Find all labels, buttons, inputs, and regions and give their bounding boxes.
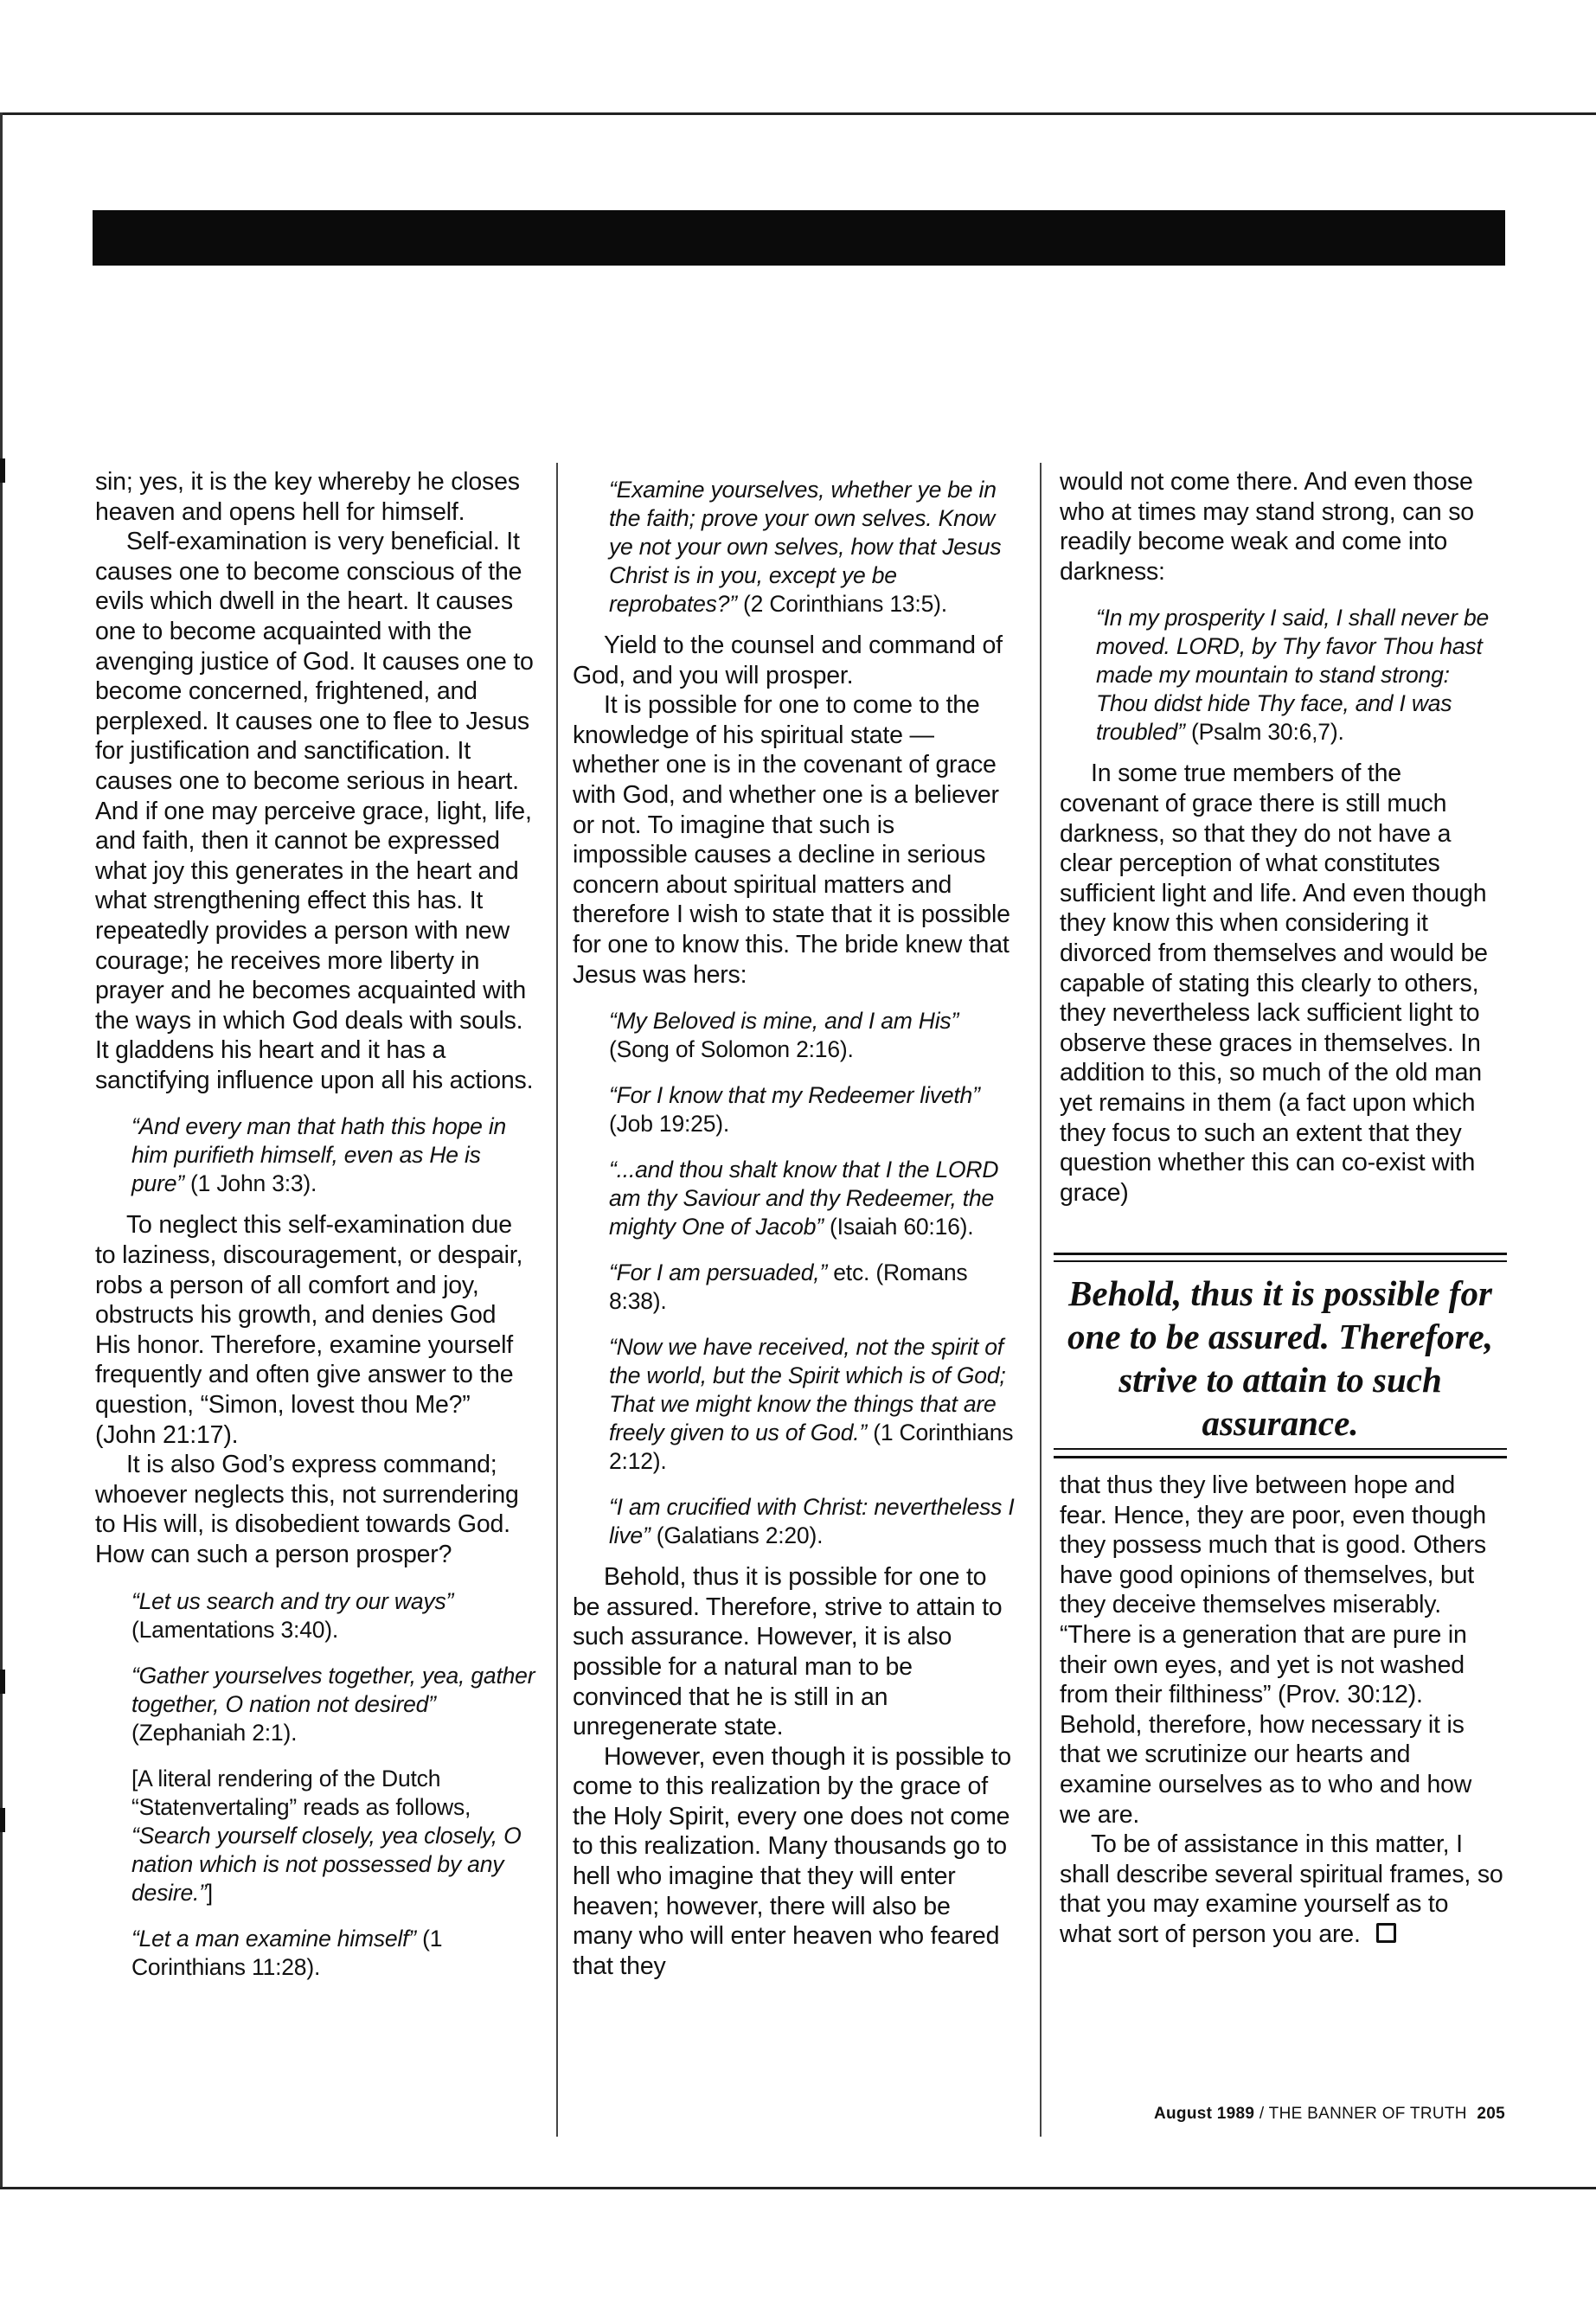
pull-quote-rule	[1054, 1253, 1507, 1255]
scripture-quote	[131, 1112, 536, 1198]
scripture-quote	[609, 1081, 1016, 1138]
quote-text: “For I know that my Redeemer liveth”	[609, 1082, 980, 1109]
scan-margin	[0, 0, 1596, 114]
column-divider	[1040, 463, 1042, 2137]
edge-mark	[0, 1808, 5, 1832]
scripture-quote	[131, 1925, 536, 1982]
quote-text: “Let us search and try our ways”	[131, 1587, 454, 1614]
page-edge-top	[0, 112, 1596, 115]
scripture-quote	[609, 476, 1016, 619]
paragraph: that thus they live between hope and fear. Hence, they are poor, even though they possess much that is good. Others have good opinions of themselves, but they deceive themselves miserably. “There is a generation that are pure in their own eyes, and yet is not washed from their filthiness” (Prov. 30:12). Behold, therefore, how necessary it is that we scrutinize our hearts and examine ourselves as to who and how we are.	[1060, 1471, 1486, 1829]
quote-text: “And every man that hath this hope in him purifieth himself, even as He is pure”	[131, 1113, 507, 1197]
pull-quote-rule	[1054, 1456, 1507, 1458]
scripture-quote	[1096, 604, 1505, 747]
quote-text: “Examine yourselves, whether ye be in the faith; prove your own selves. Know ye not your own selves, how that Jesus Christ is in you, except ye be reprobates?”	[609, 477, 1002, 617]
paragraph: would not come there. And even those who at times may stand strong, can so readily become weak and come into darkness:	[1060, 468, 1474, 586]
paragraph: Behold, thus it is possible for one to be assured. Therefore, strive to attain to such assurance. However, it is also possible for a natural man to be convinced that he is still in an unregenerate state.	[573, 1563, 1003, 1741]
quote-text: “Let a man examine himself”	[131, 1925, 416, 1952]
pull-quote-text: Behold, thus it is possible for one to be assured. Therefore, strive to attain to such assurance.	[1067, 1273, 1493, 1443]
paragraph: sin; yes, it is the key whereby he closes heaven and opens hell for himself.	[95, 468, 520, 526]
scripture-quote	[609, 1156, 1016, 1241]
end-of-article-icon	[1376, 1923, 1396, 1943]
quote-reference: (Psalm 30:6,7).	[1184, 719, 1344, 746]
paragraph: Self-examination is very beneficial. It causes one to become conscious of the evils which dwell in the heart. It causes one to become acquainted with the avenging justice of God. It causes one to become concerned, frightened, and perplexed. It causes one to flee to Jesus for justification and sanctification. It causes one to become serious in heart. And if one may perceive grace, light, life, and faith, then it cannot be expressed what joy this generates in the heart and what strengthening effect this has. It repeatedly provides a person with new courage; he receives more liberty in prayer and he becomes acquainted with the ways in which God deals with souls. It gladdens his heart and it has a sanctifying influence upon all his actions.	[95, 528, 534, 1094]
quote-reference: (Song of Solomon 2:16).	[609, 1036, 854, 1063]
quote-reference: etc. (Romans 8:38).	[609, 1259, 968, 1315]
paragraph: However, even though it is possible to come to this realization by the grace of the Holy Spirit, every one does not come to this realization. Many thousands go to hell who imagine that they will enter heaven; however, there will also be many who will enter heaven who feared that they	[573, 1742, 1011, 1980]
paragraph-text: To be of assistance in this matter, I shall describe several spiritual frames, so that you may examine yourself as to what sort of person you are.	[1060, 1830, 1503, 1948]
quote-reference: (Galatians 2:20).	[650, 1522, 824, 1549]
quote-text: “My Beloved is mine, and I am His”	[609, 1008, 959, 1035]
quote-reference: (Zephaniah 2:1).	[131, 1719, 298, 1746]
pull-quote-rule	[1054, 1260, 1507, 1262]
quote-reference: (1 John 3:3).	[183, 1170, 317, 1197]
paragraph: To neglect this self-examination due to laziness, discouragement, or despair, robs a person of all comfort and joy, obstructs his growth, and denies God His honor. Therefore, examine yourself frequently and often give answer to the question, “Simon, lovest thou Me?” (John 21:17).	[95, 1211, 523, 1449]
pull-quote-rule	[1054, 1448, 1507, 1450]
quote-text: “For I am persuaded,”	[609, 1259, 828, 1286]
quote-reference: (Isaiah 60:16).	[823, 1214, 974, 1240]
header-bar	[93, 210, 1505, 266]
scripture-quote	[131, 1587, 536, 1644]
scripture-quote	[609, 1259, 1016, 1316]
translation-note	[131, 1765, 536, 1907]
publication-name: / THE BANNER OF TRUTH	[1254, 2105, 1472, 2123]
quote-reference: (Lamentations 3:40).	[131, 1616, 339, 1643]
quote-reference: (1 Corinthians 11:28).	[131, 1925, 443, 1980]
quote-reference: (2 Corinthians 13:5).	[736, 591, 947, 617]
quote-reference: (Job 19:25).	[609, 1111, 730, 1138]
paragraph: Yield to the counsel and command of God, and you will prosper.	[573, 631, 1003, 689]
quote-text: “Now we have received, not the spirit of the world, but the Spirit which is of God; That we might know the things that are freely given to us of God.”	[609, 1334, 1006, 1446]
quote-text: “In my prosperity I said, I shall never be moved. LORD, by Thy favor Thou hast made my mountain to stand strong: Thou didst hide Thy face, and I was troubled”	[1096, 605, 1490, 746]
note-text: “Search yourself closely, yea closely, O nation which is not possessed by any desire.”	[131, 1822, 522, 1906]
quote-text: “...and thou shalt know that I the LORD am thy Saviour and thy Redeemer, the mighty One of Jacob”	[609, 1157, 999, 1240]
column-3	[1060, 467, 1505, 1208]
paragraph: It is possible for one to come to the knowledge of his spiritual state — whether one is in the covenant of grace with God, and whether one is a believer or not. To imagine that such is impossible causes a decline in serious concern about spiritual matters and therefore I wish to state that it is possible for one to know this. The bride knew that Jesus was hers:	[573, 691, 1010, 989]
quote-text: “Gather yourselves together, yea, gather together, O nation not desired”	[131, 1662, 535, 1717]
paragraph: It is also God’s express command; whoever neglects this, not surrendering to His will, is disobedient towards God. How can such a person prosper?	[95, 1451, 519, 1568]
quote-reference: (1 Corinthians 2:12).	[609, 1420, 1014, 1475]
column-2	[573, 467, 1016, 1981]
edge-mark	[0, 1670, 5, 1694]
paragraph: In some true members of the covenant of grace there is still much darkness, so that they do not have a clear perception of what constitutes sufficient light and life. And even though they know this when considering it divorced from themselves and would be capable of stating this clearly to others, they nevertheless lack sufficient light to observe these graces in themselves. In addition to this, so much of the old man yet remains in them (a fact upon which they focus to such an extent that they question whether this can co-exist with grace)	[1060, 760, 1488, 1207]
page-footer	[1151, 2105, 1505, 2124]
scripture-quote	[609, 1007, 1016, 1064]
scripture-quote	[131, 1662, 536, 1747]
edge-mark	[0, 458, 5, 483]
page-edge-left	[0, 112, 3, 2189]
column-divider	[556, 463, 558, 2137]
issue-date: August 1989	[1154, 2105, 1255, 2123]
note-tail: ]	[206, 1879, 213, 1906]
column-1	[95, 467, 536, 1994]
pull-quote	[1054, 1253, 1507, 1460]
page-edge-bottom	[0, 2187, 1596, 2189]
quote-text: “I am crucified with Christ: nevertheless I live”	[609, 1494, 1015, 1549]
scripture-quote	[609, 1493, 1016, 1550]
column-3-continued	[1060, 1471, 1505, 1950]
page-number: 205	[1477, 2105, 1505, 2123]
paragraph	[1060, 1830, 1505, 1949]
scripture-quote	[609, 1333, 1016, 1476]
note-lead: [A literal rendering of the Dutch “Statenvertaling” reads as follows,	[131, 1765, 471, 1820]
